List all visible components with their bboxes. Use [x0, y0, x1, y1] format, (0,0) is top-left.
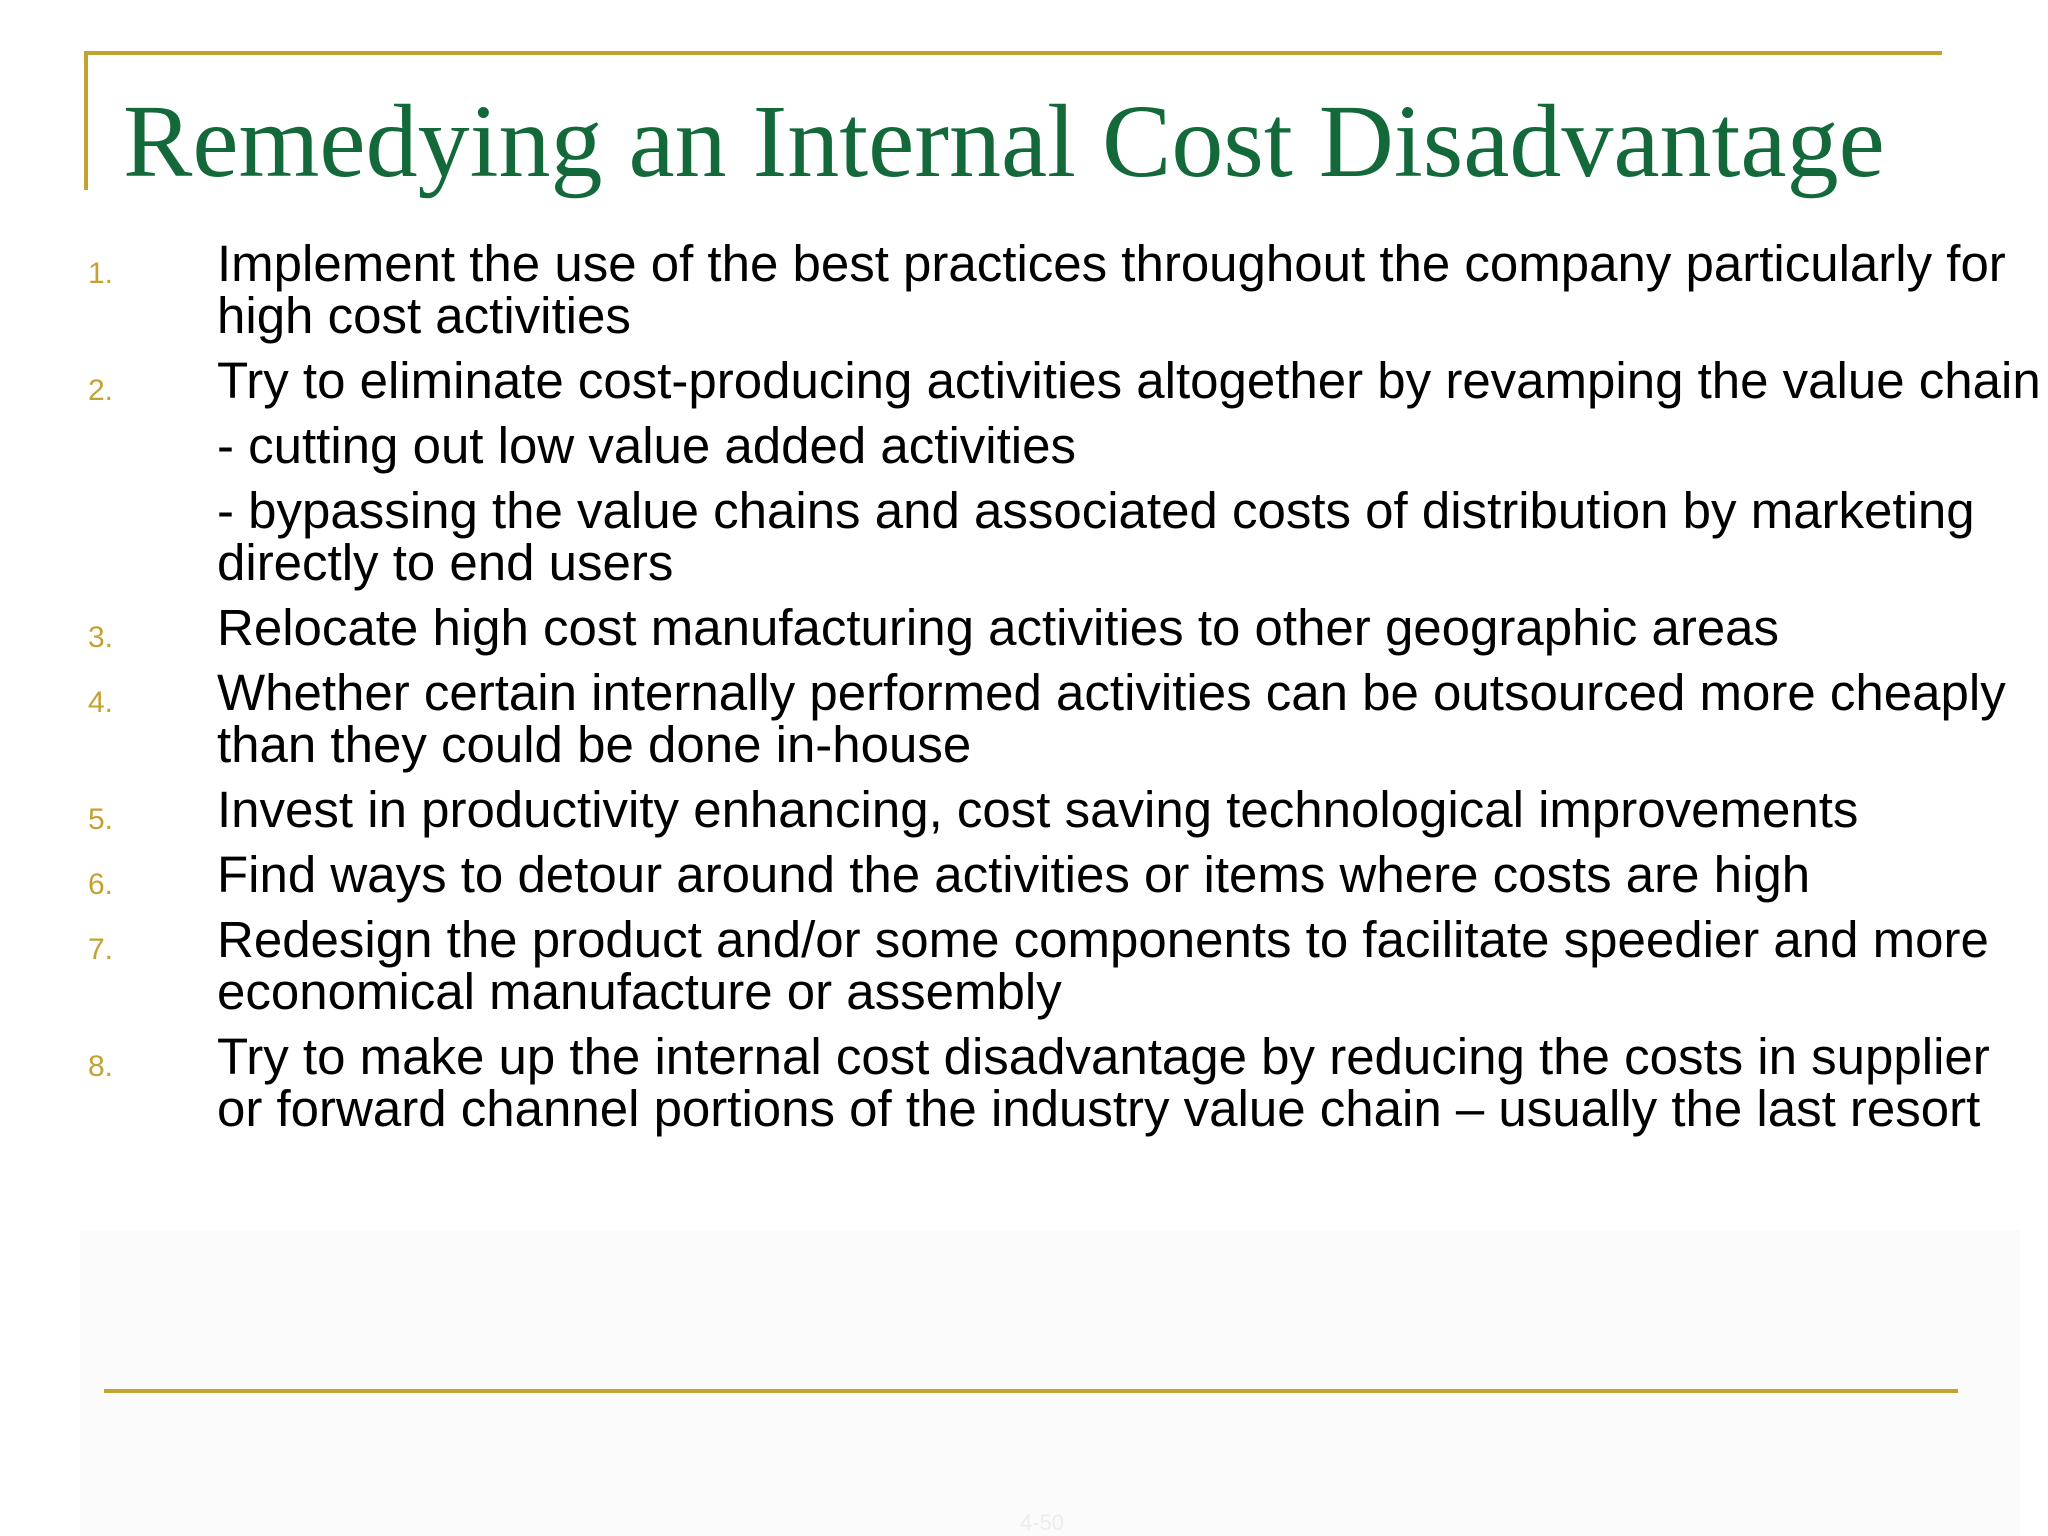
list-item-text: Relocate high cost manufacturing activities to other geographic areas: [217, 599, 1780, 656]
list-item-number: 2.: [88, 374, 114, 407]
list-item-text: Implement the use of the best practices throughout the company particularly for high cost activities: [217, 235, 2006, 344]
list-item-7: [0, 911, 2048, 1020]
list-item-3: [0, 599, 2048, 656]
list-item-4: [0, 664, 2048, 773]
list-item-number: 7.: [88, 933, 114, 966]
list-item-text: Try to eliminate cost-producing activities altogether by revamping the value chain: [217, 352, 2041, 409]
list-item-text: Find ways to detour around the activities or items where costs are high: [217, 846, 1811, 903]
title-frame-left-rule: [84, 51, 88, 190]
footer-rule: [104, 1389, 1958, 1393]
list-item-8: [0, 1028, 2048, 1137]
list-item-number: 3.: [88, 621, 114, 654]
title-frame-top-rule: [84, 51, 1942, 55]
list-item-number: 6.: [88, 868, 114, 901]
list-subpoint: - cutting out low value added activities: [217, 417, 1076, 474]
list-item-1: [0, 235, 2048, 344]
list-subpoint: - bypassing the value chains and associated costs of distribution by marketing directly to end users: [217, 482, 1975, 591]
list-item-text: Invest in productivity enhancing, cost saving technological improvements: [217, 781, 1859, 838]
list-item-text: Try to make up the internal cost disadvantage by reducing the costs in supplier or forward channel portions of the industry value chain – usually the last resort: [217, 1028, 1990, 1137]
slide-bottom-shade: [80, 1230, 2020, 1536]
list-item-text: Redesign the product and/or some components to facilitate speedier and more economical manufacture or assembly: [217, 911, 1989, 1020]
slide-title: Remedying an Internal Cost Disadvantage: [123, 84, 1885, 199]
list-item-6: [0, 846, 2048, 903]
list-item-text: Whether certain internally performed activities can be outsourced more cheaply than they could be done in-house: [217, 664, 2006, 773]
list-item-5: [0, 781, 2048, 838]
list-item-number: 8.: [88, 1050, 114, 1083]
list-item-2: [0, 352, 2048, 591]
bullet-list: [0, 235, 2048, 1148]
list-item-number: 4.: [88, 686, 114, 719]
list-item-number: 1.: [88, 257, 114, 290]
list-item-number: 5.: [88, 803, 114, 836]
page-number: 4-50: [1020, 1510, 1065, 1535]
